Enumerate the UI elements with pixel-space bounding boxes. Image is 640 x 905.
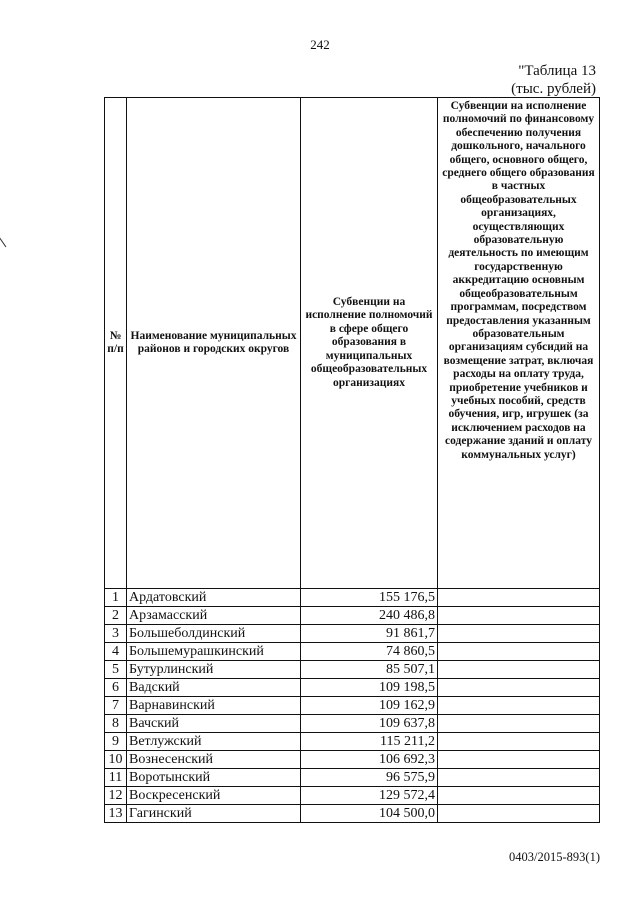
subvention-private-value [438,643,600,661]
subvention-private-value [438,733,600,751]
header-name: Наименование муниципальных районов и городских округов [127,98,301,589]
subvention-private-value [438,751,600,769]
subvention-general-value: 109 637,8 [301,715,438,733]
district-name: Бутурлинский [127,661,301,679]
district-name: Гагинский [127,805,301,823]
row-number: 7 [105,697,127,715]
district-name: Ардатовский [127,589,301,607]
table-row [105,805,600,823]
subvention-general-value: 109 162,9 [301,697,438,715]
subvention-general-value: 240 486,8 [301,607,438,625]
row-number: 8 [105,715,127,733]
district-name: Вадский [127,679,301,697]
district-name: Большемурашкинский [127,643,301,661]
subvention-private-value [438,661,600,679]
district-name: Арзамасский [127,607,301,625]
district-name: Большеболдинский [127,625,301,643]
header-sub2: Субвенции на исполнение полномочий по финансовому обеспечению получения дошкольного, начального общего, основного общего, среднего общего образования в частных общеобразовательных организациях, осуществляющих образовательную деятельность по имеющим государственную аккредитацию основным общеобразовательным программам, посредством предоставления указанным образовательным организациям субсидий на возмещение затрат, включая расходы на оплату труда, приобретение учебников и учебных пособий, средств обучения, игр, игрушек (за исключением расходов на содержание зданий и оплату коммунальных услуг) [438,98,600,589]
subvention-general-value: 74 860,5 [301,643,438,661]
district-name: Воскресенский [127,787,301,805]
table-header-row [105,98,600,589]
document-code: 0403/2015-893(1) [509,850,600,864]
table-row [105,607,600,625]
subvention-general-value: 115 211,2 [301,733,438,751]
table-title: "Таблица 13 [518,63,596,79]
row-number: 12 [105,787,127,805]
row-number: 1 [105,589,127,607]
district-name: Вознесенский [127,751,301,769]
table-row [105,661,600,679]
row-number: 10 [105,751,127,769]
subvention-general-value: 91 861,7 [301,625,438,643]
subvention-table [104,97,600,823]
district-name: Варнавинский [127,697,301,715]
header-num: № п/п [105,98,127,589]
row-number: 9 [105,733,127,751]
subvention-general-value: 155 176,5 [301,589,438,607]
row-number: 13 [105,805,127,823]
district-name: Воротынский [127,769,301,787]
subvention-private-value [438,679,600,697]
row-number: 11 [105,769,127,787]
subvention-private-value [438,769,600,787]
table-row [105,733,600,751]
subvention-private-value [438,715,600,733]
table-row [105,589,600,607]
subvention-private-value [438,625,600,643]
row-number: 6 [105,679,127,697]
subvention-general-value: 104 500,0 [301,805,438,823]
table-row [105,769,600,787]
table-row [105,715,600,733]
subvention-general-value: 106 692,3 [301,751,438,769]
table-body [105,589,600,823]
header-sub1: Субвенции на исполнение полномочий в сфере общего образования в муниципальных общеобразовательных организациях [301,98,438,589]
subvention-private-value [438,787,600,805]
subvention-private-value [438,697,600,715]
table-row [105,751,600,769]
subvention-general-value: 109 198,5 [301,679,438,697]
row-number: 4 [105,643,127,661]
page-number: 242 [310,37,330,52]
subvention-general-value: 85 507,1 [301,661,438,679]
district-name: Ветлужский [127,733,301,751]
table-row [105,787,600,805]
row-number: 5 [105,661,127,679]
scan-artifact-mark [0,237,6,247]
subvention-private-value [438,589,600,607]
district-name: Вачский [127,715,301,733]
subvention-private-value [438,607,600,625]
table-caption [511,62,596,98]
row-number: 3 [105,625,127,643]
table-unit: (тыс. рублей) [511,81,596,97]
table-row [105,625,600,643]
subvention-general-value: 129 572,4 [301,787,438,805]
table-row [105,643,600,661]
subvention-general-value: 96 575,9 [301,769,438,787]
table-row [105,679,600,697]
row-number: 2 [105,607,127,625]
subvention-private-value [438,805,600,823]
table-row [105,697,600,715]
